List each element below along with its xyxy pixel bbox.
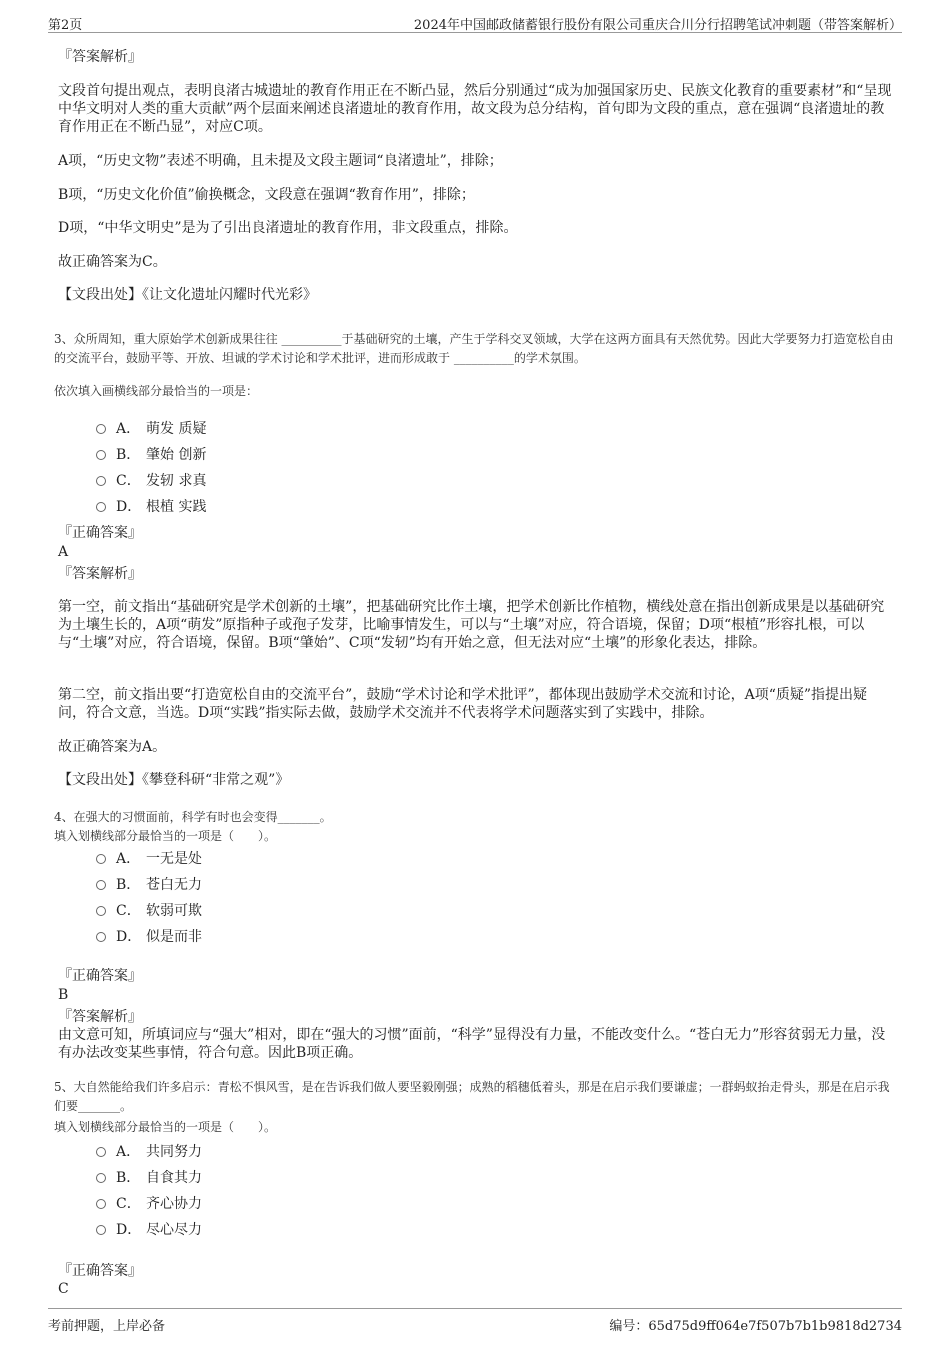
q5-option-b[interactable]: B． 自食其力 bbox=[96, 1167, 202, 1187]
q4-option-d[interactable]: D． 似是而非 bbox=[96, 926, 202, 946]
q5-stem: 5、大自然能给我们许多启示：青松不惧风雪，是在告诉我们做人要坚毅刚强；成熟的稻穗低着头，那是在启示我们要谦虚；一群蚂蚁抬走骨头，那是在启示我们要_______。 bbox=[54, 1080, 890, 1113]
q2-source: 【文段出处】《让文化遗址闪耀时代光彩》 bbox=[58, 287, 317, 303]
q4-prompt: 填入划横线部分最恰当的一项是（ ）。 bbox=[54, 829, 277, 843]
footer-slogan: 考前押题，上岸必备 bbox=[48, 1319, 166, 1334]
q3-option-b[interactable]: B． 肇始 创新 bbox=[96, 444, 206, 464]
q2-analysis-b: B项，“历史文化价值”偷换概念，文段意在强调“教育作用”，排除； bbox=[58, 187, 475, 203]
document-id: 编号：65d75d9ff064e7f507b7b1b9818d2734 bbox=[609, 1319, 902, 1334]
q3-analysis-p1: 第一空，前文指出“基础研究是学术创新的土壤”，把基础研究比作土壤，把学术创新比作植物，横线处意在指出创新成果是以基础研究为土壤生长的，A项“萌发”原指种子或孢子发芽，比喻事情发生，可以与“土壤”对应，符合语境，保留；D项“根植”形容扎根，可以与“土壤”对应，符合语境，保留。B项“肇始”、C项“发轫”均有开始之意，但无法对应“土壤”的形象化表达，排除。 bbox=[58, 599, 885, 651]
radio-icon[interactable] bbox=[96, 932, 106, 942]
q5-option-a[interactable]: A． 共同努力 bbox=[96, 1141, 202, 1161]
q5-prompt: 填入划横线部分最恰当的一项是（ ）。 bbox=[54, 1120, 277, 1134]
page-number: 第2页 bbox=[48, 18, 83, 33]
q3-stem: 3、众所周知，重大原始学术创新成果往往 __________于基础研究的土壤，产生于学科交叉领域，大学在这两方面具有天然优势。因此大学要努力打造宽松自由的交流平台，鼓励平等、开放、坦诚的学术讨论和学术批评，进而形成敢于 __________的学术氛围。 bbox=[54, 332, 894, 365]
radio-icon[interactable] bbox=[96, 1225, 106, 1235]
document-title: 2024年中国邮政储蓄银行股份有限公司重庆合川分行招聘笔试冲刺题（带答案解析） bbox=[413, 18, 902, 33]
radio-icon[interactable] bbox=[96, 476, 106, 486]
q3-answer: A bbox=[58, 544, 69, 560]
page-header bbox=[48, 10, 902, 33]
radio-icon[interactable] bbox=[96, 424, 106, 434]
q2-analysis-a: A项，“历史文物”表述不明确，且未提及文段主题词“良渚遗址”，排除； bbox=[58, 153, 503, 169]
radio-icon[interactable] bbox=[96, 880, 106, 890]
radio-icon[interactable] bbox=[96, 1173, 106, 1183]
q2-analysis-label: 『答案解析』 bbox=[58, 49, 142, 65]
radio-icon[interactable] bbox=[96, 854, 106, 864]
q2-conclusion: 故正确答案为C。 bbox=[58, 254, 167, 270]
q3-option-d[interactable]: D． 根植 实践 bbox=[96, 496, 206, 516]
q4-analysis-label: 『答案解析』 bbox=[58, 1009, 142, 1025]
q3-conclusion: 故正确答案为A。 bbox=[58, 739, 167, 755]
q3-option-c[interactable]: C． 发轫 求真 bbox=[96, 470, 206, 490]
q4-answer-label: 『正确答案』 bbox=[58, 968, 142, 984]
q3-prompt: 依次填入画横线部分最恰当的一项是： bbox=[54, 384, 259, 398]
q5-answer: C bbox=[58, 1281, 69, 1297]
q4-analysis-p1: 由文意可知，所填词应与“强大”相对，即在“强大的习惯”面前，“科学”显得没有力量，不能改变什么。“苍白无力”形容贫弱无力量，没有办法改变某些事情，符合句意。因此B项正确。 bbox=[58, 1027, 886, 1061]
q3-analysis-p2: 第二空，前文指出要“打造宽松自由的交流平台”，鼓励“学术讨论和学术批评”，都体现出鼓励学术交流和讨论，A项“质疑”指提出疑问，符合文意，当选。D项“实践”指实际去做，鼓励学术交流并不代表将学术问题落实到了实践中，排除。 bbox=[58, 687, 868, 721]
q5-option-d[interactable]: D． 尽心尽力 bbox=[96, 1219, 202, 1239]
q2-analysis-d: D项，“中华文明史”是为了引出良渚遗址的教育作用，非文段重点，排除。 bbox=[58, 220, 518, 236]
page-footer bbox=[48, 1308, 902, 1334]
q3-answer-label: 『正确答案』 bbox=[58, 525, 142, 541]
radio-icon[interactable] bbox=[96, 1199, 106, 1209]
q4-stem: 4、在强大的习惯面前，科学有时也会变得_______。 bbox=[54, 810, 332, 824]
q4-option-a[interactable]: A． 一无是处 bbox=[96, 848, 202, 868]
q5-answer-label: 『正确答案』 bbox=[58, 1263, 142, 1279]
q3-source: 【文段出处】《攀登科研“非常之观”》 bbox=[58, 772, 290, 788]
q2-analysis-p1: 文段首句提出观点，表明良渚古城遗址的教育作用正在不断凸显，然后分别通过“成为加强国家历史、民族文化教育的重要素材”和“呈现中华文明对人类的重大贡献”两个层面来阐述良渚遗址的教育作用，故文段为总分结构，首句即为文段的重点，意在强调“良渚遗址的教育作用正在不断凸显”，对应C项。 bbox=[58, 83, 892, 135]
q4-option-b[interactable]: B． 苍白无力 bbox=[96, 874, 202, 894]
q4-answer: B bbox=[58, 987, 69, 1003]
q5-option-c[interactable]: C． 齐心协力 bbox=[96, 1193, 202, 1213]
radio-icon[interactable] bbox=[96, 502, 106, 512]
q4-option-c[interactable]: C． 软弱可欺 bbox=[96, 900, 202, 920]
q3-analysis-label: 『答案解析』 bbox=[58, 566, 142, 582]
radio-icon[interactable] bbox=[96, 1147, 106, 1157]
q3-option-a[interactable]: A． 萌发 质疑 bbox=[96, 418, 206, 438]
radio-icon[interactable] bbox=[96, 450, 106, 460]
radio-icon[interactable] bbox=[96, 906, 106, 916]
